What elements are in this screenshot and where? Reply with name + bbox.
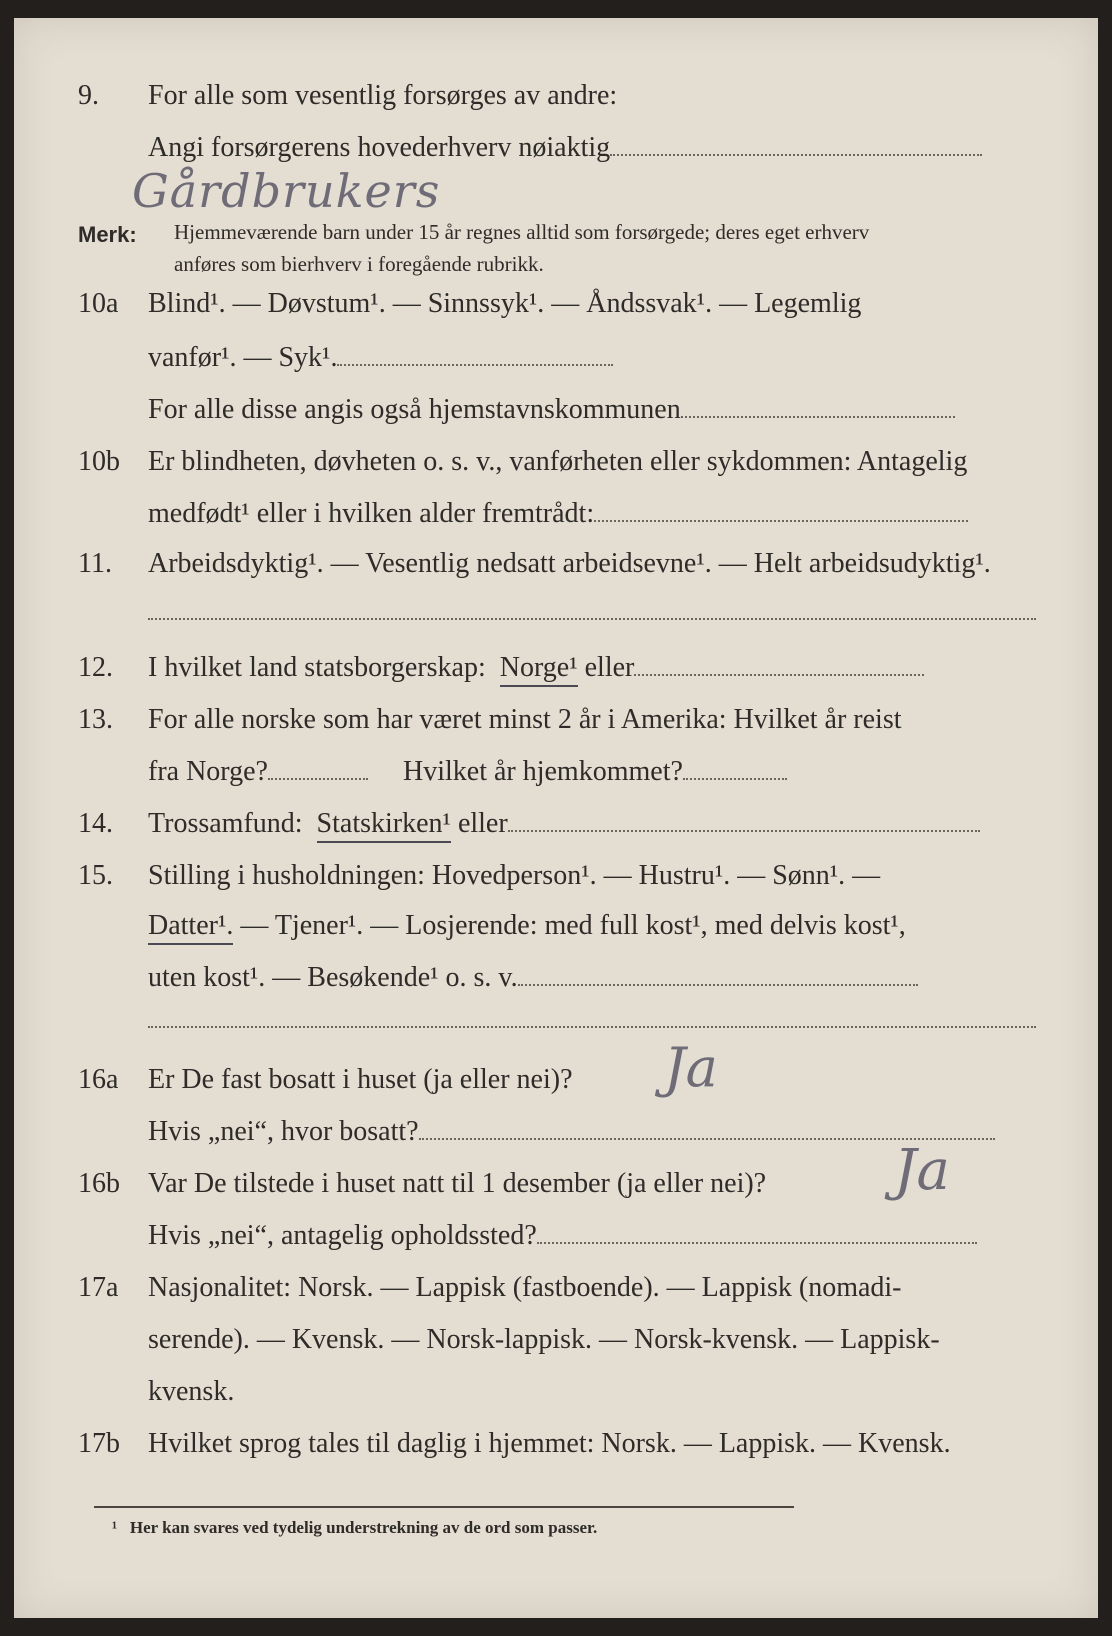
q11-text: Arbeidsdyktig¹. — Vesentlig nedsatt arbeidsevne¹. — Helt arbeidsudyktig¹. xyxy=(148,548,991,579)
q10b-dotted-leader xyxy=(594,514,968,522)
q13-text-line1: For alle norske som har været minst 2 år i Amerika: Hvilket år reist xyxy=(148,704,902,735)
footnote xyxy=(112,1518,597,1538)
q16b-text-line2: Hvis „nei“, antagelig opholdssted? xyxy=(148,1220,977,1252)
q13-year-returned-leader xyxy=(683,772,787,780)
merk-note-line2: anføres som bierhverv i foregående rubrikk. xyxy=(174,252,544,276)
merk-label: Merk: xyxy=(78,222,137,247)
q17a-text-line2: serende). — Kvensk. — Norsk-lappisk. — Norsk-kvensk. — Lappisk- xyxy=(148,1324,940,1355)
q16b-text-line1: Var De tilstede i huset natt til 1 desember (ja eller nei)? xyxy=(148,1168,767,1199)
q12-number: 12. xyxy=(78,652,113,683)
q10a-text-line3: For alle disse angis også hjemstavnskommunen xyxy=(148,394,955,426)
q10b-text-line1: Er blindheten, døvheten o. s. v., vanførheten eller sykdommen: Antagelig xyxy=(148,446,968,477)
q15-text-line2: Datter¹. — Tjener¹. — Losjerende: med full kost¹, med delvis kost¹, xyxy=(148,910,906,942)
q10a-home-municipality-leader xyxy=(681,410,955,418)
q17b-number: 17b xyxy=(78,1428,120,1459)
q14-underlined-answer: Statskirken¹ xyxy=(317,808,451,843)
census-form-page xyxy=(14,18,1098,1618)
q9-text-line1: For alle som vesentlig forsørges av andre: xyxy=(148,80,618,111)
q14-text: Trossamfund: Statskirken¹ eller xyxy=(148,808,980,840)
q15-underlined-answer: Datter¹. xyxy=(148,910,233,945)
q17a-text-line1: Nasjonalitet: Norsk. — Lappisk (fastboende). — Lappisk (nomadi- xyxy=(148,1272,902,1303)
q9-handwritten-answer: Gårdbrukers xyxy=(132,164,441,218)
q12-dotted-leader xyxy=(634,668,924,676)
q14-number: 14. xyxy=(78,808,113,839)
q10a-text-line2: vanfør¹. — Syk¹. xyxy=(148,342,613,374)
q10a-number: 10a xyxy=(78,288,119,319)
q16b-number: 16b xyxy=(78,1168,120,1199)
q15-blank-line xyxy=(148,1026,1036,1028)
q15-text-line1: Stilling i husholdningen: Hovedperson¹. — Hustru¹. — Sønn¹. — xyxy=(148,860,881,891)
q14-dotted-leader xyxy=(508,824,980,832)
q12-text: I hvilket land statsborgerskap: Norge¹ eller xyxy=(148,652,924,684)
footnote-text: Her kan svares ved tydelig understrekning av de ord som passer. xyxy=(129,1518,598,1537)
q15-text-line3: uten kost¹. — Besøkende¹ o. s. v. xyxy=(148,962,918,994)
q10b-text-line2: medfødt¹ eller i hvilken alder fremtrådt: xyxy=(148,498,968,530)
q16b-dotted-leader xyxy=(537,1236,977,1244)
q11-blank-line xyxy=(148,618,1036,620)
q13-year-left-leader xyxy=(268,772,368,780)
q16a-text-line1: Er De fast bosatt i huset (ja eller nei)? xyxy=(148,1064,573,1095)
q9-number: 9. xyxy=(78,80,99,111)
q10a-dotted-leader xyxy=(337,358,613,366)
q13-text-line2: fra Norge? Hvilket år hjemkommet? xyxy=(148,756,787,788)
q16a-text-line2: Hvis „nei“, hvor bosatt? xyxy=(148,1116,995,1148)
q11-number: 11. xyxy=(78,548,112,579)
footnote-mark: ¹ xyxy=(112,1518,118,1537)
q10b-number: 10b xyxy=(78,446,120,477)
q9-main-occupation-label: Angi forsørgerens hovederhverv nøiaktig xyxy=(148,132,611,163)
q10a-text-line1: Blind¹. — Døvstum¹. — Sinnssyk¹. — Åndssvak¹. — Legemlig xyxy=(148,288,862,319)
q9-dotted-leader xyxy=(610,148,982,156)
merk-note-line1: Hjemmeværende barn under 15 år regnes alltid som forsørgede; deres eget erhverv xyxy=(174,220,870,244)
q15-number: 15. xyxy=(78,860,113,891)
q9-text-line2 xyxy=(148,132,982,164)
q12-underlined-answer: Norge¹ xyxy=(500,652,578,687)
q16a-handwritten-answer: Ja xyxy=(664,1036,718,1099)
q13-number: 13. xyxy=(78,704,113,735)
q16a-number: 16a xyxy=(78,1064,119,1095)
q17b-text: Hvilket sprog tales til daglig i hjemmet: Norsk. — Lappisk. — Kvensk. xyxy=(148,1428,951,1459)
q17a-text-line3: kvensk. xyxy=(148,1376,235,1407)
q17a-number: 17a xyxy=(78,1272,119,1303)
q16b-handwritten-answer: Ja xyxy=(894,1138,950,1203)
footnote-rule xyxy=(94,1506,794,1508)
q15-dotted-leader xyxy=(518,978,918,986)
